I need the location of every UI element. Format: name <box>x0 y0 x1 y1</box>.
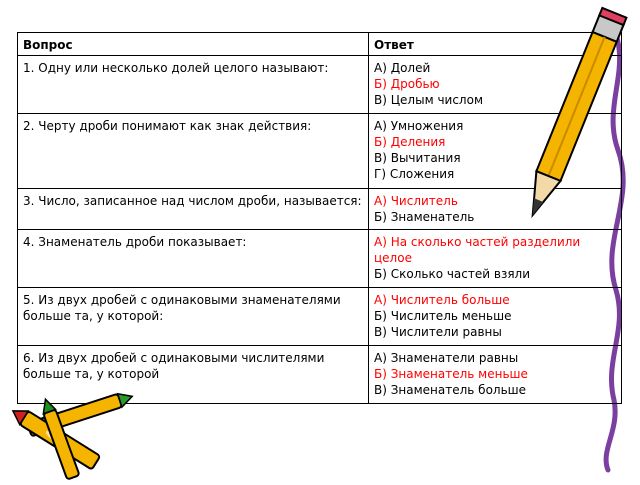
answer-option: А) Долей <box>374 61 431 75</box>
table-body <box>18 56 622 404</box>
question-cell: 1. Одну или несколько долей целого называют: <box>18 56 369 114</box>
quiz-table <box>17 32 622 404</box>
answer-option: Б) Знаменатель <box>374 209 475 224</box>
answer-option: В) Числители равны <box>374 324 502 339</box>
answer-option-correct: Б) Знаменатель меньше <box>374 366 528 381</box>
table-header-row <box>18 33 622 56</box>
answer-cell <box>369 56 622 114</box>
answer-option: В) Целым числом <box>374 93 483 107</box>
answer-cell <box>369 345 622 403</box>
answer-option: В) Знаменатель больше <box>374 382 527 397</box>
question-cell: 2. Черту дроби понимают как знак действия: <box>18 114 369 189</box>
header-answer: Ответ <box>369 33 622 56</box>
question-cell: 3. Число, записанное над числом дроби, называется: <box>18 188 369 229</box>
header-question: Вопрос <box>18 33 369 56</box>
answer-cell <box>369 229 622 287</box>
answer-option-correct: А) Числитель больше <box>374 292 510 307</box>
table-row <box>18 188 622 229</box>
answer-cell <box>369 287 622 345</box>
question-cell: 4. Знаменатель дроби показывает: <box>18 229 369 287</box>
answer-option-correct: Б) Дробью <box>374 77 440 91</box>
answer-option: В) Вычитания <box>374 151 461 165</box>
question-cell: 5. Из двух дробей с одинаковыми знаменателями больше та, у которой: <box>18 287 369 345</box>
table-row <box>18 114 622 189</box>
question-cell: 6. Из двух дробей с одинаковыми числителями больше та, у которой <box>18 345 369 403</box>
answer-cell <box>369 114 622 189</box>
answer-option: Б) Сколько частей взяли <box>374 266 531 281</box>
answer-option: Б) Числитель меньше <box>374 308 512 323</box>
table-row <box>18 345 622 403</box>
table-row <box>18 229 622 287</box>
answer-option: А) Знаменатели равны <box>374 350 519 365</box>
table-row <box>18 287 622 345</box>
answer-option: Г) Сложения <box>374 167 455 181</box>
answer-option-correct: Б) Деления <box>374 135 446 149</box>
answer-cell <box>369 188 622 229</box>
table-row <box>18 56 622 114</box>
answer-option: А) Умножения <box>374 119 464 133</box>
answer-option-correct: А) На сколько частей разделили целое <box>374 234 581 265</box>
answer-option-correct: А) Числитель <box>374 193 458 208</box>
